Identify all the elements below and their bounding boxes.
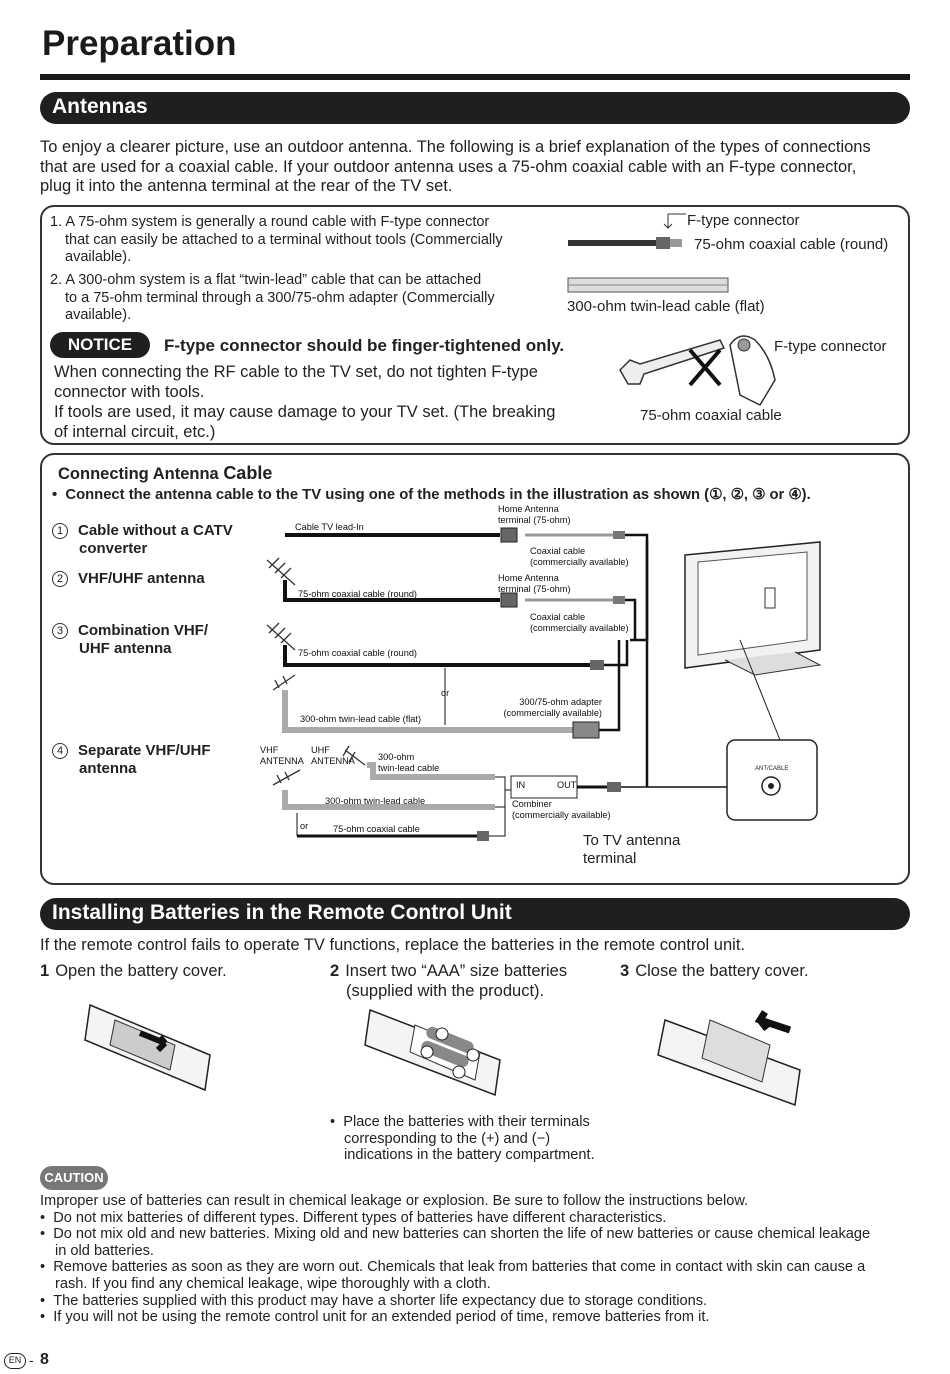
label-line: (commercially available) xyxy=(530,556,629,567)
caution-intro: Improper use of batteries can result in chemical leakage or explosion. Be sure to follow the instructions below. xyxy=(40,1193,749,1209)
method-number: 3 xyxy=(52,623,68,639)
coax-75-label: 75-ohm coaxial cable xyxy=(333,824,420,834)
twin-flat-label: 300-ohm twin-lead cable (flat) xyxy=(567,298,765,315)
antenna-icon xyxy=(273,770,300,785)
route-line xyxy=(495,777,505,807)
intro-line: that are used for a coaxial cable. If your outdoor antenna uses a 75-ohm coaxial cable with an F-type connector, xyxy=(40,157,857,176)
method-number: 1 xyxy=(52,523,68,539)
bullet-text: Connect the antenna cable to the TV using one of the methods in the illustration as shown (①, ②, ③ or ④). xyxy=(65,487,811,503)
item-line: 2. A 300-ohm system is a flat “twin-lead” cable that can be attached xyxy=(50,272,482,288)
method-line: UHF antenna xyxy=(79,640,172,657)
coax-round-label-1: 75-ohm coaxial cable (round) xyxy=(298,589,417,599)
method-line: converter xyxy=(79,540,148,557)
coax-label: 75-ohm coaxial cable xyxy=(640,407,782,424)
label-line: terminal (75-ohm) xyxy=(498,514,571,525)
adapter-icon xyxy=(573,722,599,738)
title-rule xyxy=(40,74,910,80)
combiner-out-label: OUT xyxy=(557,780,577,790)
label-line: Home Antenna xyxy=(498,573,559,583)
step-line: (supplied with the product). xyxy=(346,982,545,1000)
note-line: corresponding to the (+) and (−) xyxy=(344,1130,551,1147)
arrow-icon xyxy=(664,214,672,228)
slide-arrow-icon xyxy=(760,1012,790,1030)
coax-round-label: 75-ohm coaxial cable (round) xyxy=(694,236,889,253)
caution-badge: CAUTION xyxy=(40,1166,108,1190)
hand-icon xyxy=(730,336,775,405)
title-part: Connecting Antenna xyxy=(58,465,224,483)
batteries-intro: If the remote control fails to operate TV functions, replace the batteries in the remote control unit. xyxy=(40,936,745,954)
connector-icon xyxy=(590,660,604,670)
method-line: Combination VHF/ xyxy=(78,622,208,639)
label-line: Combiner xyxy=(512,799,552,809)
battery-step-2 xyxy=(330,961,567,1001)
caution-item: • Do not mix old and new batteries. Mixing old and new batteries can shorten the life of new batteries or cause chemical leakage in old batteries. xyxy=(40,1226,915,1259)
or-label-1: or xyxy=(441,688,450,698)
caution-list xyxy=(40,1193,915,1326)
terminal-icon xyxy=(501,593,517,607)
coax-round-label-2: 75-ohm coaxial cable (round) xyxy=(298,648,417,658)
twin-300-label-2: 300-ohm twin-lead cable xyxy=(325,796,426,806)
method-line: antenna xyxy=(79,760,137,777)
title-part: Cable xyxy=(223,463,273,483)
remote-close-cover-image xyxy=(650,1000,820,1120)
label-line: twin-lead cable xyxy=(378,762,440,773)
step-number: 1 xyxy=(40,962,50,980)
item-line: that can easily be attached to a terminal without tools (Commercially xyxy=(65,231,503,248)
notice-line: connector with tools. xyxy=(54,383,205,401)
antenna-icon xyxy=(273,675,295,690)
to-tv-label xyxy=(583,832,680,868)
label-line: VHF xyxy=(260,745,279,755)
notice-body xyxy=(54,362,594,442)
battery-note: • Place the batteries with their terminals corresponding to the (+) and (−) indications in the battery compartment. xyxy=(330,1114,630,1164)
label-line: Home Antenna xyxy=(498,504,559,514)
terminal-icon xyxy=(501,528,517,542)
coax-available-label-1 xyxy=(530,546,629,567)
caution-item: • If you will not be using the remote control unit for an extended period of time, remove batteries from it. xyxy=(40,1309,710,1326)
step-line: Open the battery cover. xyxy=(55,962,227,980)
intro-line: To enjoy a clearer picture, use an outdoor antenna. The following is a brief explanation of the types of connections xyxy=(40,138,871,156)
label-line: 300/75-ohm adapter xyxy=(519,697,602,707)
intro-line: plug it into the antenna terminal at the rear of the TV set. xyxy=(40,177,453,195)
label-line: (commercially available) xyxy=(503,707,602,718)
label-line: ANTENNA xyxy=(311,755,355,766)
antennas-intro xyxy=(40,138,915,197)
twin-flat-label-2: 300-ohm twin-lead cable (flat) xyxy=(300,714,422,724)
adapter-label xyxy=(502,697,602,718)
label-line: Coaxial cable xyxy=(530,612,586,622)
label-line: ANTENNA xyxy=(260,755,304,766)
home-antenna-label-2 xyxy=(498,573,571,594)
method-line: Separate VHF/UHF xyxy=(78,742,211,759)
notice-badge: NOTICE xyxy=(50,332,150,358)
caution-line: rash. If you find any chemical leakage, wipe thoroughly with a cloth. xyxy=(55,1275,491,1292)
item-line: available). xyxy=(65,307,132,323)
ant-cable-label: ANT/CABLE xyxy=(755,766,789,772)
route-line xyxy=(489,790,511,836)
section-heading-batteries: Installing Batteries in the Remote Control Unit xyxy=(40,898,910,930)
caution-item: • Remove batteries as soon as they are worn out. Chemicals that leak from batteries that come in contact with skin can cause a rash. If you find any chemical leakage, wipe thoroughly with a cloth. xyxy=(40,1259,915,1292)
uhf-antenna-label xyxy=(311,745,355,766)
connector-icon xyxy=(613,596,625,604)
connector-icon xyxy=(477,831,489,841)
twin-300-label xyxy=(378,752,439,773)
combiner-in-label: IN xyxy=(516,780,526,790)
caution-line: in old batteries. xyxy=(55,1242,154,1259)
method-1 xyxy=(52,522,233,558)
page-title: Preparation xyxy=(42,24,237,63)
f-type-label: F-type connector xyxy=(687,212,800,229)
route-line xyxy=(604,640,627,665)
method-line: VHF/UHF antenna xyxy=(78,570,205,587)
minus-icon xyxy=(467,1049,479,1061)
notice-line: of internal circuit, etc.) xyxy=(54,423,216,441)
notice-line: When connecting the RF cable to the TV set, do not tighten F-type xyxy=(54,363,538,381)
cable-tv-label: Cable TV lead-In xyxy=(295,522,364,532)
battery-step-3 xyxy=(620,961,809,981)
item-line: available). xyxy=(65,249,132,265)
cable-type-item-2 xyxy=(50,272,550,325)
method-3 xyxy=(52,622,208,658)
f-connector-tip-icon xyxy=(670,239,682,247)
note-line: indications in the battery compartment. xyxy=(344,1147,595,1164)
step-number: 2 xyxy=(330,962,340,980)
battery-step-1 xyxy=(40,961,227,981)
label-line: terminal xyxy=(583,850,637,867)
method-2 xyxy=(52,570,205,588)
round-cable-icon xyxy=(568,240,660,246)
antenna-icon xyxy=(267,558,295,585)
method-number: 4 xyxy=(52,743,68,759)
label-line: terminal (75-ohm) xyxy=(498,583,571,594)
plus-icon xyxy=(436,1028,448,1040)
step-line: Insert two “AAA” size batteries xyxy=(345,962,568,980)
page-number: 8 xyxy=(40,1351,49,1368)
label-line: (commercially available) xyxy=(530,622,629,633)
page-dash: - xyxy=(29,1352,34,1368)
notice-line: If tools are used, it may cause damage to your TV set. (The breaking xyxy=(54,403,556,421)
item-line: 1. A 75-ohm system is generally a round cable with F-type connector xyxy=(50,214,490,230)
language-badge: EN xyxy=(4,1353,26,1369)
caution-line: Do not mix old and new batteries. Mixing old and new batteries can shorten the life of new batteries or cause chemical leakage xyxy=(53,1226,871,1243)
connecting-title xyxy=(58,463,272,484)
connector-icon xyxy=(607,782,621,792)
or-label-2: or xyxy=(300,821,309,831)
caution-line: The batteries supplied with this product may have a shorter life expectancy due to storage conditions. xyxy=(53,1292,708,1309)
jack-center-icon xyxy=(768,783,774,789)
remote-insert-batteries-image xyxy=(360,1000,520,1110)
caution-item: • Do not mix batteries of different types. Different types of batteries have different characteristics. xyxy=(40,1209,667,1226)
tv-icon xyxy=(685,542,820,675)
caution-line: Do not mix batteries of different types. Different types of batteries have different characteristics. xyxy=(53,1209,667,1226)
note-line: Place the batteries with their terminals xyxy=(343,1114,590,1130)
step-number: 3 xyxy=(620,962,630,980)
caution-item: • The batteries supplied with this product may have a shorter life expectancy due to storage conditions. xyxy=(40,1292,708,1309)
f-connector-icon xyxy=(656,237,670,249)
step-line: Close the battery cover. xyxy=(635,962,809,980)
method-4 xyxy=(52,742,211,778)
notice-title: F-type connector should be finger-tightened only. xyxy=(164,336,565,355)
route-line xyxy=(599,640,619,730)
connecting-bullet: • Connect the antenna cable to the TV using one of the methods in the illustration as shown (①, ②, ③ or ④). xyxy=(52,487,811,503)
section-heading-antennas: Antennas xyxy=(40,92,910,124)
home-antenna-label-1 xyxy=(498,504,571,525)
cable-type-item-1 xyxy=(50,214,550,267)
method-line: Cable without a CATV xyxy=(78,522,233,539)
connector-icon xyxy=(613,531,625,539)
method-number: 2 xyxy=(52,571,68,587)
label-line: 300-ohm xyxy=(378,752,415,762)
coax-available-label-2 xyxy=(530,612,629,633)
x-mark-icon xyxy=(690,350,720,385)
label-line: (commercially available) xyxy=(512,809,611,820)
minus-icon xyxy=(421,1046,433,1058)
antenna-icon xyxy=(267,623,295,650)
label-line: UHF xyxy=(311,745,330,755)
combiner-label xyxy=(512,799,611,820)
plus-icon xyxy=(453,1066,465,1078)
label-line: To TV antenna xyxy=(583,832,681,849)
item-line: to a 75-ohm terminal through a 300/75-ohm adapter (Commercially xyxy=(65,289,495,306)
label-line: Coaxial cable xyxy=(530,546,586,556)
caution-line: If you will not be using the remote control unit for an extended period of time, remove batteries from it. xyxy=(53,1309,710,1326)
f-type-label-2: F-type connector xyxy=(774,338,887,355)
caution-line: Remove batteries as soon as they are worn out. Chemicals that leak from batteries that come in contact with skin can cause a xyxy=(53,1259,866,1276)
remote-open-cover-image xyxy=(80,995,230,1105)
vhf-antenna-label xyxy=(260,745,304,766)
